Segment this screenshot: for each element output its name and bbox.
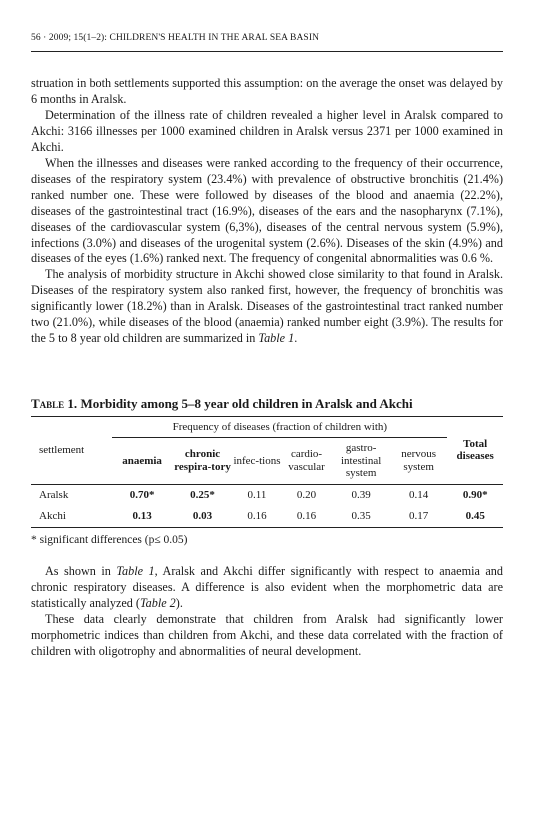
cell-chronic-respiratory: 0.25* — [190, 488, 215, 501]
column-header-chronic-respiratory: chronic respira-tory — [174, 448, 231, 473]
paragraph-5-start: As shown in — [45, 564, 117, 578]
frequency-span-header: Frequency of diseases (fraction of children with) — [112, 417, 447, 438]
table-1-reference: Table 1 — [116, 564, 155, 578]
morbidity-table — [31, 416, 503, 528]
cell-nervous-system: 0.17 — [390, 506, 447, 528]
cell-gastrointestinal: 0.39 — [351, 488, 371, 501]
paragraph-4 — [31, 267, 503, 347]
running-header: 56 · 2009; 15(1–2): CHILDREN'S HEALTH IN THE ARAL SEA BASIN — [31, 33, 320, 43]
column-header-gastrointestinal: gastro-intestinal system — [340, 442, 382, 479]
settlement-header: settlement — [31, 417, 112, 484]
cell-cardiovascular: 0.16 — [281, 506, 333, 528]
cell-infections: 0.11 — [247, 488, 267, 501]
paragraph-3: When the illnesses and diseases were ranked according to the frequency of their occurrence, diseases of the respiratory system (23.4%) with prevalence of obstructive bronchitis (21.4%) ranked number one. These were followed by diseases of the blood and anaemia (22.2%), diseases of the gastrointestinal tract (16.9%), diseases of the ears and the nasopharynx (7.1%), diseases of the cardiovascular system (6,3%), diseases of the central nervous system (5.9%), infections (3.0%) and diseases of the urogenital system (2.6%). Diseases of the skin (4.9%) and diseases of the eyes (1.6%) ranked next. The frequency of congenital abnormalities was 0.6 %. — [31, 155, 503, 266]
body-text-top — [31, 76, 503, 347]
cell-cardiovascular: 0.20 — [296, 488, 317, 501]
paragraph-5 — [31, 564, 503, 612]
cell-total: 0.45 — [447, 506, 503, 528]
table-1-reference: Table 1 — [258, 331, 295, 346]
row-settlement: Akchi — [31, 506, 112, 528]
column-header-cardiovascular: cardio-vascular — [288, 448, 325, 473]
cell-infections: 0.16 — [233, 506, 280, 528]
paragraph-1: struation in both settlements supported this assumption: on the average the onset was delayed by 6 months in Aralsk. — [31, 76, 503, 106]
paragraph-4-text: The analysis of morbidity structure in Akchi showed close similarity to that found in Aralsk. Diseases of the respiratory system also ranked first, however, the frequency of bronchitis was significantly lower (18.2%) than in Aralsk. Diseases of the gastrointestinal tract ranked number two (21.0%), while diseases of the blood (anaemia) ranked number eight (3.9%). The results for the 5 to 8 year old children are summarized in — [31, 267, 503, 346]
paragraph-5-end: ). — [175, 595, 183, 610]
table-caption-text: Morbidity among 5–8 year old children in Aralsk and Akchi — [80, 396, 413, 411]
table-span-header-row — [31, 417, 503, 438]
cell-chronic-respiratory: 0.03 — [172, 506, 233, 528]
table-footnote: * significant differences (p≤ 0.05) — [31, 534, 188, 546]
header-rule — [31, 51, 503, 52]
table-caption — [31, 396, 503, 412]
table-row — [31, 506, 503, 528]
cell-anaemia: 0.70* — [129, 488, 155, 501]
paragraph-2: Determination of the illness rate of children revealed a higher level in Aralsk compared to Akchi: 3166 illnesses per 1000 examined children in Aralsk versus 2371 per 1000 examined in Akchi. — [31, 107, 503, 154]
cell-anaemia: 0.13 — [112, 506, 172, 528]
morbidity-table-wrap — [31, 416, 503, 528]
column-header-infections: infec-tions — [233, 454, 281, 467]
table-2-reference: Table 2 — [139, 595, 176, 610]
table-row — [31, 484, 503, 506]
total-diseases-header: Total diseases — [447, 417, 503, 484]
column-header-anaemia: anaemia — [122, 454, 162, 467]
row-settlement: Aralsk — [39, 488, 69, 501]
paragraph-4-end: . — [294, 331, 298, 346]
paragraph-6: These data clearly demonstrate that children from Aralsk had significantly lower morphometric indices than children from Akchi, and these data correlated with the fraction of children with oligotrophy and abnormalities of neural development. — [31, 611, 503, 658]
cell-gastrointestinal: 0.35 — [332, 506, 390, 528]
column-header-nervous-system: nervous system — [401, 448, 437, 473]
paragraph-5-middle: , Aralsk and Akchi differ significantly with respect to anaemia and chronic respiratory diseases. A difference is also evident when the morphometric data are statistically analyzed ( — [31, 564, 503, 610]
cell-nervous-system: 0.14 — [409, 488, 429, 501]
table-caption-label: Table 1. — [31, 396, 78, 411]
cell-total: 0.90* — [462, 488, 488, 501]
body-text-bottom — [31, 564, 503, 660]
